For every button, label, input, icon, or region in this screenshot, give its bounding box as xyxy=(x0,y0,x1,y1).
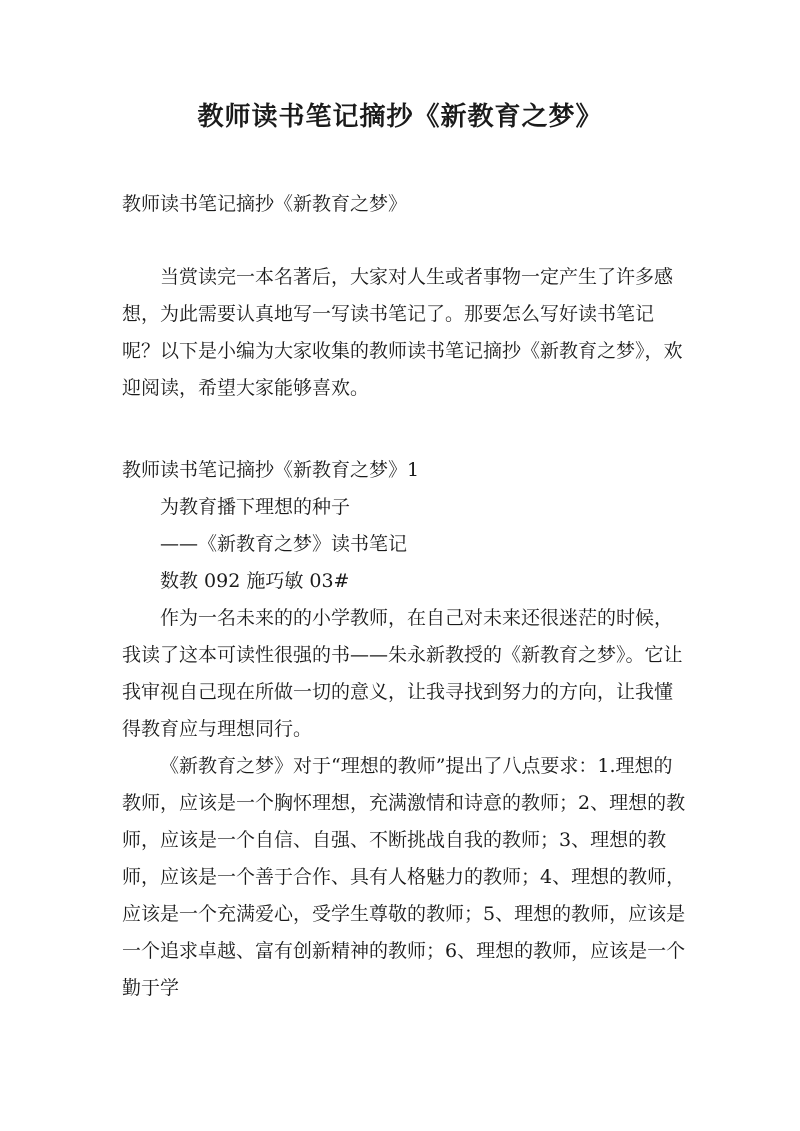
essay-subtitle: ——《新教育之梦》读书笔记 xyxy=(160,533,408,555)
document-title: 教师读书笔记摘抄《新教育之梦》 xyxy=(197,102,603,132)
author-line: 数教 092 施巧敏 03# xyxy=(160,570,350,592)
section-heading: 教师读书笔记摘抄《新教育之梦》1 xyxy=(122,459,420,481)
body-paragraph-1: 作为一名未来的的小学教师，在自己对未来还很迷茫的时候，我读了这本可读性很强的书——朱永新教授的《新教育之梦》。它让我审视自己现在所做一切的意义，让我寻找到努力的方向，让我懂得教育应与理想同行。 xyxy=(122,607,683,740)
body-paragraph-2: 《新教育之梦》对于“理想的教师”提出了八点要求：1.理想的教师，应该是一个胸怀理想，充满激情和诗意的教师；2、理想的教师，应该是一个自信、自强、不断挑战自我的教师；3、理想的教师，应该是一个善于合作、具有人格魅力的教师；4、理想的教师，应该是一个充满爱心，受学生尊敬的教师；5、理想的教师，应该是一个追求卓越、富有创新精神的教师；6、理想的教师，应该是一个勤于学 xyxy=(122,755,686,999)
intro-paragraph: 当赏读完一本名著后，大家对人生或者事物一定产生了许多感想，为此需要认真地写一写读书笔记了。那要怎么写好读书笔记呢？以下是小编为大家收集的教师读书笔记摘抄《新教育之梦》，欢迎阅读，希望大家能够喜欢。 xyxy=(122,266,683,399)
document-subtitle: 教师读书笔记摘抄《新教育之梦》 xyxy=(122,193,408,215)
essay-title: 为教育播下理想的种子 xyxy=(160,496,351,518)
